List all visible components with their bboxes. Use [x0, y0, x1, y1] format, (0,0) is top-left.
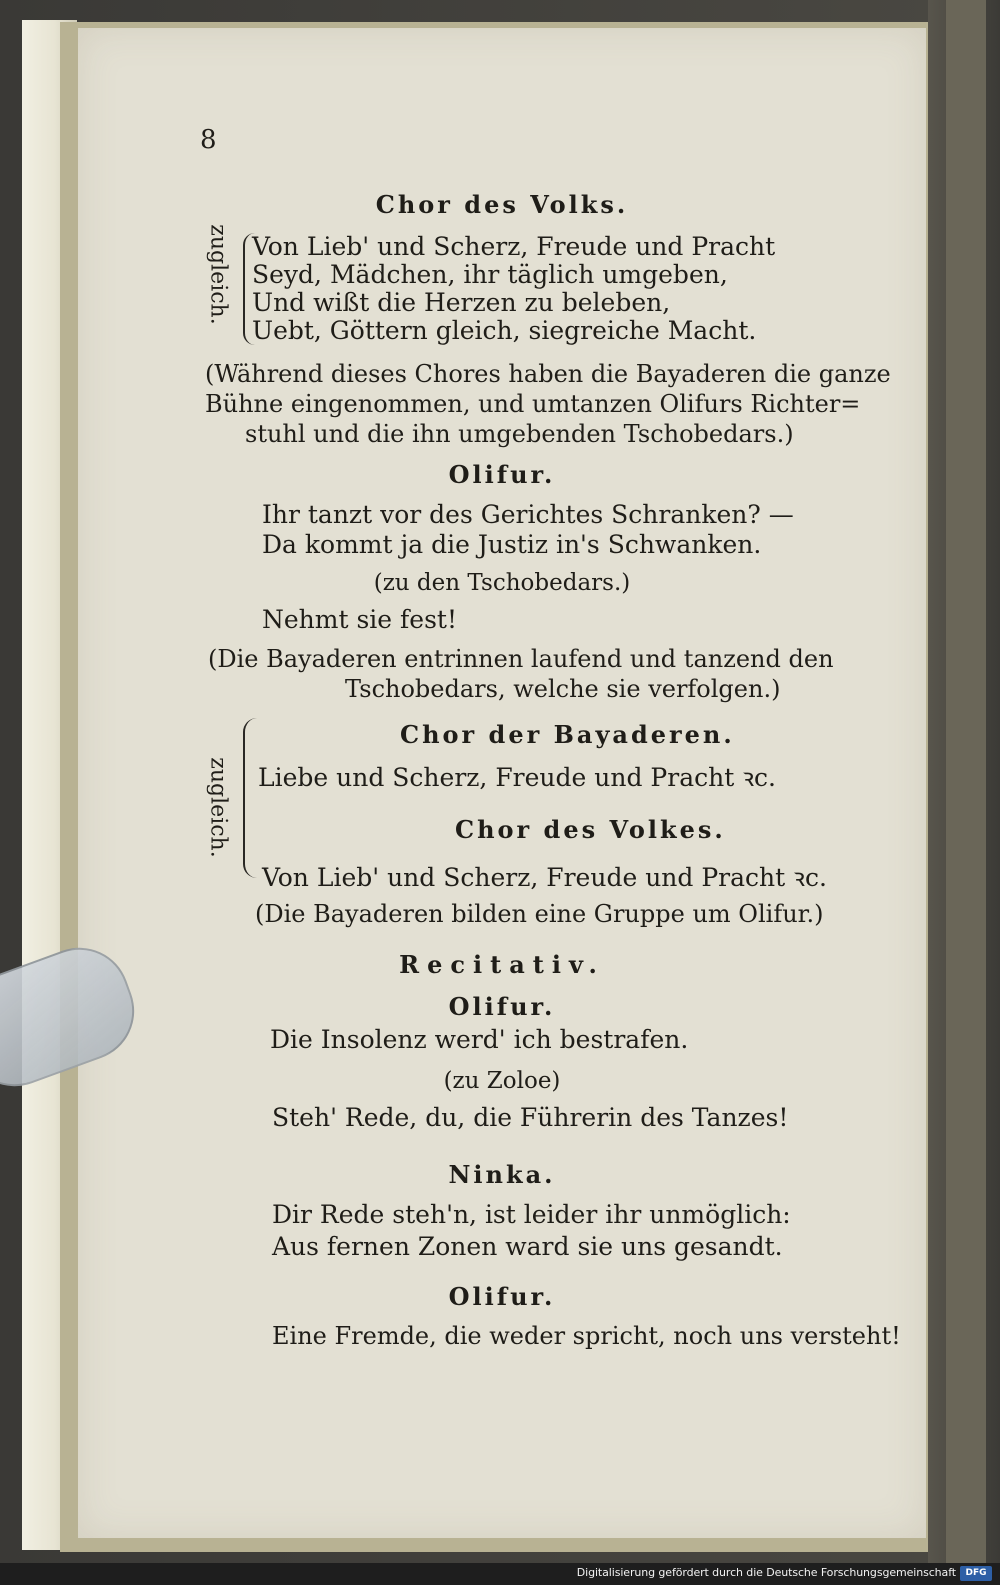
stage-direction: Bühne eingenommen, und umtanzen Olifurs Richter=	[205, 390, 861, 418]
verse-line: Liebe und Scherz, Freude und Pracht ꝛc.	[258, 763, 776, 792]
stage-direction: stuhl und die ihn umgebenden Tschobedars.)	[245, 420, 794, 448]
chorus-heading-bayaderen: Chor der Bayaderen.	[400, 720, 735, 749]
dfg-logo-icon: DFG	[960, 1566, 992, 1581]
verse-line: Von Lieb' und Scherz, Freude und Pracht ꝛc.	[262, 863, 827, 892]
verse-line: Nehmt sie fest!	[262, 605, 458, 634]
stage-direction: (zu den Tschobedars.)	[373, 570, 631, 596]
chorus-heading-volkes: Chor des Volkes.	[455, 815, 726, 844]
side-label-zugleich: zugleich.	[205, 224, 231, 325]
stage-direction: (zu Zoloe)	[443, 1068, 561, 1094]
side-label-zugleich: zugleich.	[205, 757, 231, 858]
verse-line: Steh' Rede, du, die Führerin des Tanzes!	[272, 1103, 789, 1132]
speaker-olifur: Olifur.	[448, 992, 556, 1021]
next-page-edge	[928, 0, 1000, 1563]
section-recitativ: Recitativ.	[399, 950, 605, 979]
stage-direction: (Die Bayaderen bilden eine Gruppe um Olifur.)	[255, 900, 824, 928]
verse-line: Uebt, Göttern gleich, siegreiche Macht.	[252, 316, 757, 345]
verse-line: Eine Fremde, die weder spricht, noch uns versteht!	[272, 1322, 901, 1350]
footer-bar	[0, 1563, 1000, 1585]
stage-direction: (Die Bayaderen entrinnen laufend und tanzend den	[208, 645, 834, 673]
stage-direction: Tschobedars, welche sie verfolgen.)	[345, 675, 781, 703]
page-number: 8	[200, 125, 217, 155]
verse-line: Seyd, Mädchen, ihr täglich umgeben,	[252, 260, 728, 289]
verse-line: Da kommt ja die Justiz in's Schwanken.	[262, 530, 762, 559]
stage-direction: (Während dieses Chores haben die Bayaderen die ganze	[205, 360, 891, 388]
verse-line: Ihr tanzt vor des Gerichtes Schranken? —	[262, 500, 794, 529]
brace	[243, 718, 257, 878]
speaker-ninka: Ninka.	[448, 1160, 556, 1189]
verse-line: Und wißt die Herzen zu beleben,	[252, 288, 671, 317]
footer-credit: Digitalisierung gefördert durch die Deutsche Forschungsgemeinschaft	[576, 1566, 956, 1579]
verse-line: Von Lieb' und Scherz, Freude und Pracht	[252, 232, 776, 261]
verse-line: Aus fernen Zonen ward sie uns gesandt.	[272, 1232, 783, 1261]
speaker-olifur: Olifur.	[448, 460, 556, 489]
verse-line: Dir Rede steh'n, ist leider ihr unmöglich:	[272, 1200, 791, 1229]
verse-line: Die Insolenz werd' ich bestrafen.	[270, 1025, 689, 1054]
chorus-heading-volks: Chor des Volks.	[375, 190, 629, 219]
speaker-olifur: Olifur.	[448, 1282, 556, 1311]
